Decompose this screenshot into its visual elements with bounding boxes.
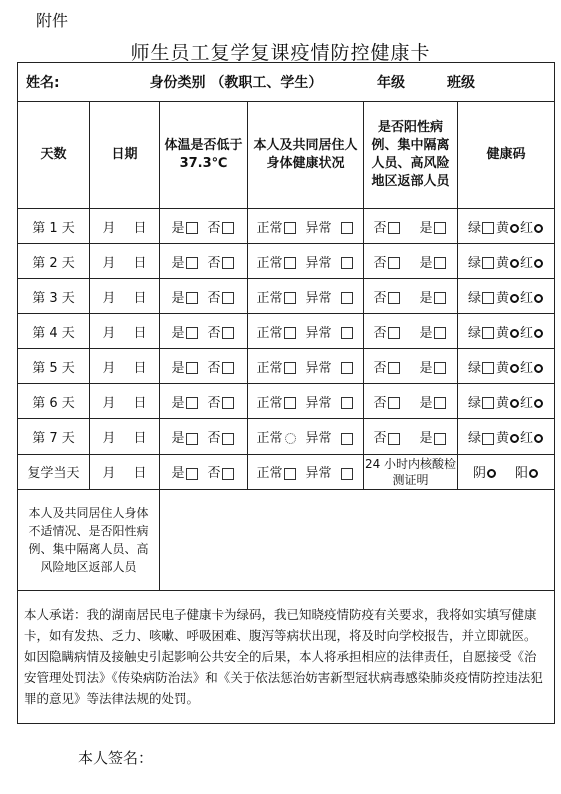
contact-cell: 否 是	[364, 314, 458, 349]
radio-icon[interactable]	[510, 434, 519, 443]
checkbox[interactable]	[434, 292, 446, 304]
name-label: 姓名:	[26, 75, 60, 92]
checkbox[interactable]	[341, 433, 353, 445]
table-row	[18, 279, 555, 314]
checkbox[interactable]	[186, 362, 198, 374]
signature-label: 本人签名：	[78, 749, 154, 767]
pledge-row	[18, 590, 555, 723]
nucleic-result-cell: 阴 阳	[458, 454, 555, 489]
radio-icon[interactable]	[510, 259, 519, 268]
return-day-label: 复学当天	[18, 454, 90, 489]
checkbox[interactable]	[222, 327, 234, 339]
symptom-row	[18, 489, 555, 590]
day-label: 第 7 天	[18, 419, 90, 454]
checkbox[interactable]	[186, 292, 198, 304]
health-cell: 正常 异常	[248, 384, 364, 419]
checkbox[interactable]	[222, 397, 234, 409]
checkbox[interactable]	[284, 397, 296, 409]
attachment-label: 附件	[36, 11, 69, 30]
health-cell: 正常 异常	[248, 209, 364, 244]
checkbox[interactable]	[434, 257, 446, 269]
contact-cell: 否 是	[364, 349, 458, 384]
radio-icon[interactable]	[510, 329, 519, 338]
identity-label: 身份类别 （教职工、学生）	[149, 75, 323, 92]
contact-cell: 否 是	[364, 384, 458, 419]
checkbox[interactable]	[482, 397, 494, 409]
radio-icon[interactable]	[534, 329, 543, 338]
checkbox[interactable]	[222, 362, 234, 374]
checkbox[interactable]	[388, 362, 400, 374]
day-label: 第 5 天	[18, 349, 90, 384]
checkbox[interactable]	[186, 433, 198, 445]
checkbox[interactable]	[341, 468, 353, 480]
code-cell: 绿 黄 红	[458, 209, 555, 244]
symptom-input[interactable]	[160, 489, 555, 590]
checkbox[interactable]	[186, 327, 198, 339]
checkbox[interactable]	[388, 257, 400, 269]
radio-icon[interactable]	[510, 224, 519, 233]
sun-icon[interactable]	[285, 433, 296, 444]
contact-cell: 否 是	[364, 244, 458, 279]
temp-cell: 是 否	[160, 279, 248, 314]
header-code: 健康码	[486, 147, 526, 163]
day-label: 第 3 天	[18, 279, 90, 314]
code-cell: 绿 黄 红	[458, 349, 555, 384]
checkbox[interactable]	[341, 362, 353, 374]
health-card-table	[17, 62, 555, 724]
date-cell[interactable]: 月 日	[90, 419, 160, 454]
temp-cell: 是 否	[160, 384, 248, 419]
checkbox[interactable]	[434, 433, 446, 445]
grade-label: 年级	[377, 75, 405, 92]
date-cell[interactable]: 月 日	[90, 279, 160, 314]
day-label: 第 6 天	[18, 384, 90, 419]
code-cell: 绿 黄 红	[458, 244, 555, 279]
checkbox[interactable]	[284, 327, 296, 339]
date-cell[interactable]: 月 日	[90, 209, 160, 244]
contact-cell: 否 是	[364, 209, 458, 244]
checkbox[interactable]	[222, 222, 234, 234]
checkbox[interactable]	[341, 257, 353, 269]
temp-cell: 是 否	[160, 209, 248, 244]
checkbox[interactable]	[482, 222, 494, 234]
checkbox[interactable]	[284, 468, 296, 480]
radio-icon[interactable]	[534, 399, 543, 408]
health-cell: 正常 异常	[248, 349, 364, 384]
checkbox[interactable]	[388, 327, 400, 339]
radio-icon[interactable]	[534, 224, 543, 233]
checkbox[interactable]	[222, 468, 234, 480]
temp-cell: 是 否	[160, 454, 248, 489]
table-row	[18, 384, 555, 419]
temp-cell: 是 否	[160, 419, 248, 454]
checkbox[interactable]	[388, 433, 400, 445]
checkbox[interactable]	[341, 292, 353, 304]
temp-cell: 是 否	[160, 244, 248, 279]
table-row	[18, 209, 555, 244]
day-label: 第 4 天	[18, 314, 90, 349]
checkbox[interactable]	[222, 433, 234, 445]
header-health: 本人及共同居住人身体健康状况	[253, 138, 358, 172]
contact-cell: 否 是	[364, 419, 458, 454]
code-cell: 绿 黄 红	[458, 314, 555, 349]
checkbox[interactable]	[341, 397, 353, 409]
checkbox[interactable]	[434, 362, 446, 374]
day-label: 第 2 天	[18, 244, 90, 279]
checkbox[interactable]	[434, 222, 446, 234]
date-cell[interactable]: 月 日	[90, 244, 160, 279]
radio-icon[interactable]	[529, 469, 538, 478]
checkbox[interactable]	[186, 257, 198, 269]
checkbox[interactable]	[341, 222, 353, 234]
table-row	[18, 419, 555, 454]
radio-icon[interactable]	[534, 259, 543, 268]
day-label: 第 1 天	[18, 209, 90, 244]
checkbox[interactable]	[186, 468, 198, 480]
checkbox[interactable]	[388, 222, 400, 234]
checkbox[interactable]	[222, 257, 234, 269]
class-label: 班级	[447, 75, 475, 92]
radio-icon[interactable]	[510, 294, 519, 303]
checkbox[interactable]	[284, 362, 296, 374]
code-cell: 绿 黄 红	[458, 384, 555, 419]
header-day: 天数	[40, 147, 67, 163]
contact-cell: 否 是	[364, 279, 458, 314]
table-row	[18, 244, 555, 279]
code-cell: 绿 黄 红	[458, 419, 555, 454]
radio-icon[interactable]	[510, 399, 519, 408]
temp-cell: 是 否	[160, 349, 248, 384]
health-cell: 正常 异常	[248, 419, 364, 454]
radio-icon[interactable]	[510, 364, 519, 373]
nucleic-label: 24 小时内核酸检测证明	[364, 454, 458, 489]
checkbox[interactable]	[388, 397, 400, 409]
checkbox[interactable]	[284, 222, 296, 234]
health-cell: 正常 异常	[248, 244, 364, 279]
checkbox[interactable]	[482, 433, 494, 445]
radio-icon[interactable]	[487, 469, 496, 478]
checkbox[interactable]	[482, 292, 494, 304]
return-day-row	[18, 454, 555, 489]
date-cell[interactable]: 月 日	[90, 384, 160, 419]
checkbox[interactable]	[341, 327, 353, 339]
checkbox[interactable]	[186, 222, 198, 234]
pledge-text: 本人承诺：我的湖南居民电子健康卡为绿码，我已知晓疫情防疫有关要求，我将如实填写健康卡，如有发热、乏力、咳嗽、呼吸困难、腹泻等病状出现，将及时向学校报告，并立即就医。如因隐瞒病情及接触史引起影响公共安全的后果，本人将承担相应的法律责任，自愿接受《治安管理处罚法》《传染病防治法》和《关于依法惩治妨害新型冠状病毒感染肺炎疫情防控违法犯罪的意见》等法律法规的处罚。	[18, 590, 555, 723]
health-cell: 正常 异常	[248, 279, 364, 314]
checkbox[interactable]	[186, 397, 198, 409]
header-temp: 体温是否低于 37.3℃	[164, 138, 243, 172]
checkbox[interactable]	[284, 257, 296, 269]
health-cell: 正常 异常	[248, 454, 364, 489]
header-date: 日期	[111, 147, 138, 163]
symptom-note: 本人及共同居住人身体不适情况、是否阳性病例、集中隔离人员、高风险地区返部人员	[28, 505, 149, 574]
date-cell[interactable]: 月 日	[90, 314, 160, 349]
checkbox[interactable]	[284, 292, 296, 304]
date-cell[interactable]: 月 日	[90, 349, 160, 384]
checkbox[interactable]	[388, 292, 400, 304]
code-cell: 绿 黄 红	[458, 279, 555, 314]
checkbox[interactable]	[482, 362, 494, 374]
radio-icon[interactable]	[534, 434, 543, 443]
checkbox[interactable]	[434, 327, 446, 339]
temp-cell: 是 否	[160, 314, 248, 349]
checkbox[interactable]	[222, 292, 234, 304]
checkbox[interactable]	[482, 257, 494, 269]
table-row	[18, 349, 555, 384]
health-cell: 正常 异常	[248, 314, 364, 349]
checkbox[interactable]	[482, 327, 494, 339]
date-cell[interactable]: 月 日	[90, 454, 160, 489]
header-contact: 是否阳性病例、集中隔离人员、高风险地区返部人员	[371, 120, 450, 190]
checkbox[interactable]	[434, 397, 446, 409]
table-row	[18, 314, 555, 349]
radio-icon[interactable]	[534, 364, 543, 373]
name-row	[18, 63, 555, 102]
radio-icon[interactable]	[534, 294, 543, 303]
page-title: 师生员工复学复课疫情防控健康卡	[130, 42, 431, 64]
